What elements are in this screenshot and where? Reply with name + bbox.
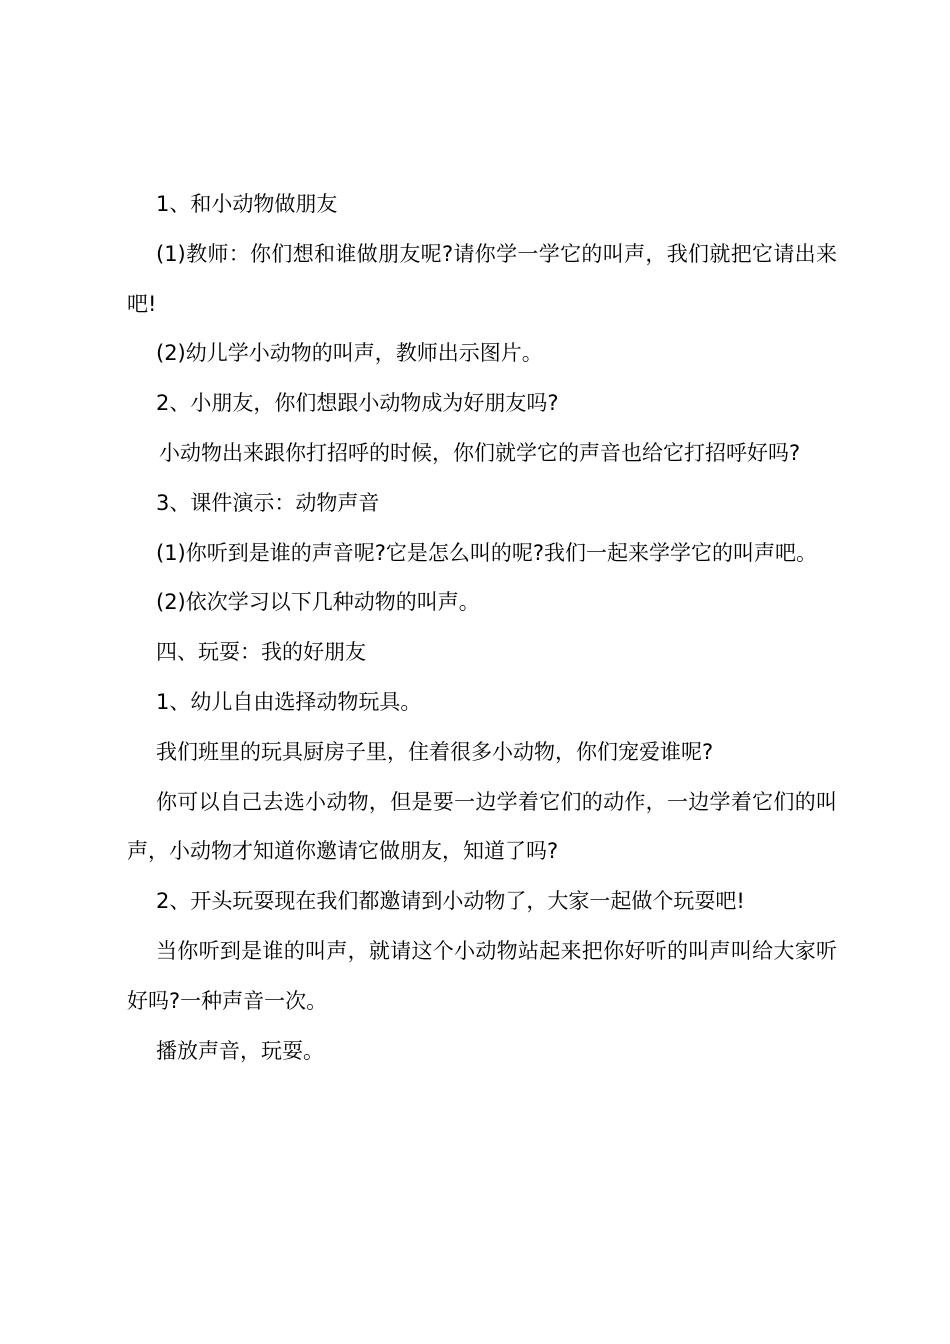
paragraph-play-sound: 播放声音，玩耍。 [156, 1038, 324, 1063]
paragraph-learn-sounds: (2)依次学习以下几种动物的叫声。 [156, 590, 480, 615]
paragraph-game-rules: 当你听到是谁的叫声，就请这个小动物站起来把你好听的叫声叫给大家听好吗?一种声音一次。 [127, 938, 837, 1013]
paragraph-choose-toy: 1、幼儿自由选择动物玩具。 [156, 689, 422, 714]
paragraph-section-3-heading: 3、课件演示：动物声音 [156, 490, 380, 515]
paragraph-select-animal: 你可以自己去选小动物，但是要一边学着它们的动作，一边学着它们的叫声，小动物才知道你邀请它做朋友，知道了吗? [127, 789, 837, 864]
paragraph-section-4-heading: 四、玩耍：我的好朋友 [156, 640, 366, 665]
paragraph-children-imitate: (2)幼儿学小动物的叫声，教师出示图片。 [156, 341, 543, 366]
paragraph-toy-kitchen: 我们班里的玩具厨房子里，住着很多小动物，你们宠爱谁呢? [156, 739, 714, 764]
paragraph-listen-sound: (1)你听到是谁的声音呢?它是怎么叫的呢?我们一起来学学它的叫声吧。 [156, 540, 818, 565]
paragraph-section-2-heading: 2、小朋友，你们想跟小动物成为好朋友吗? [156, 391, 559, 416]
document-body [127, 180, 837, 1076]
paragraph-section-1-heading: 1、和小动物做朋友 [156, 192, 338, 216]
paragraph-teacher-question: (1)教师：你们想和谁做朋友呢?请你学一学它的叫声，我们就把它请出来吧! [127, 241, 837, 316]
paragraph-start-game: 2、开头玩耍现在我们都邀请到小动物了，大家一起做个玩耍吧! [156, 889, 745, 914]
paragraph-greeting: 小动物出来跟你打招呼的时候，你们就学它的声音也给它打招呼好吗? [159, 440, 801, 465]
